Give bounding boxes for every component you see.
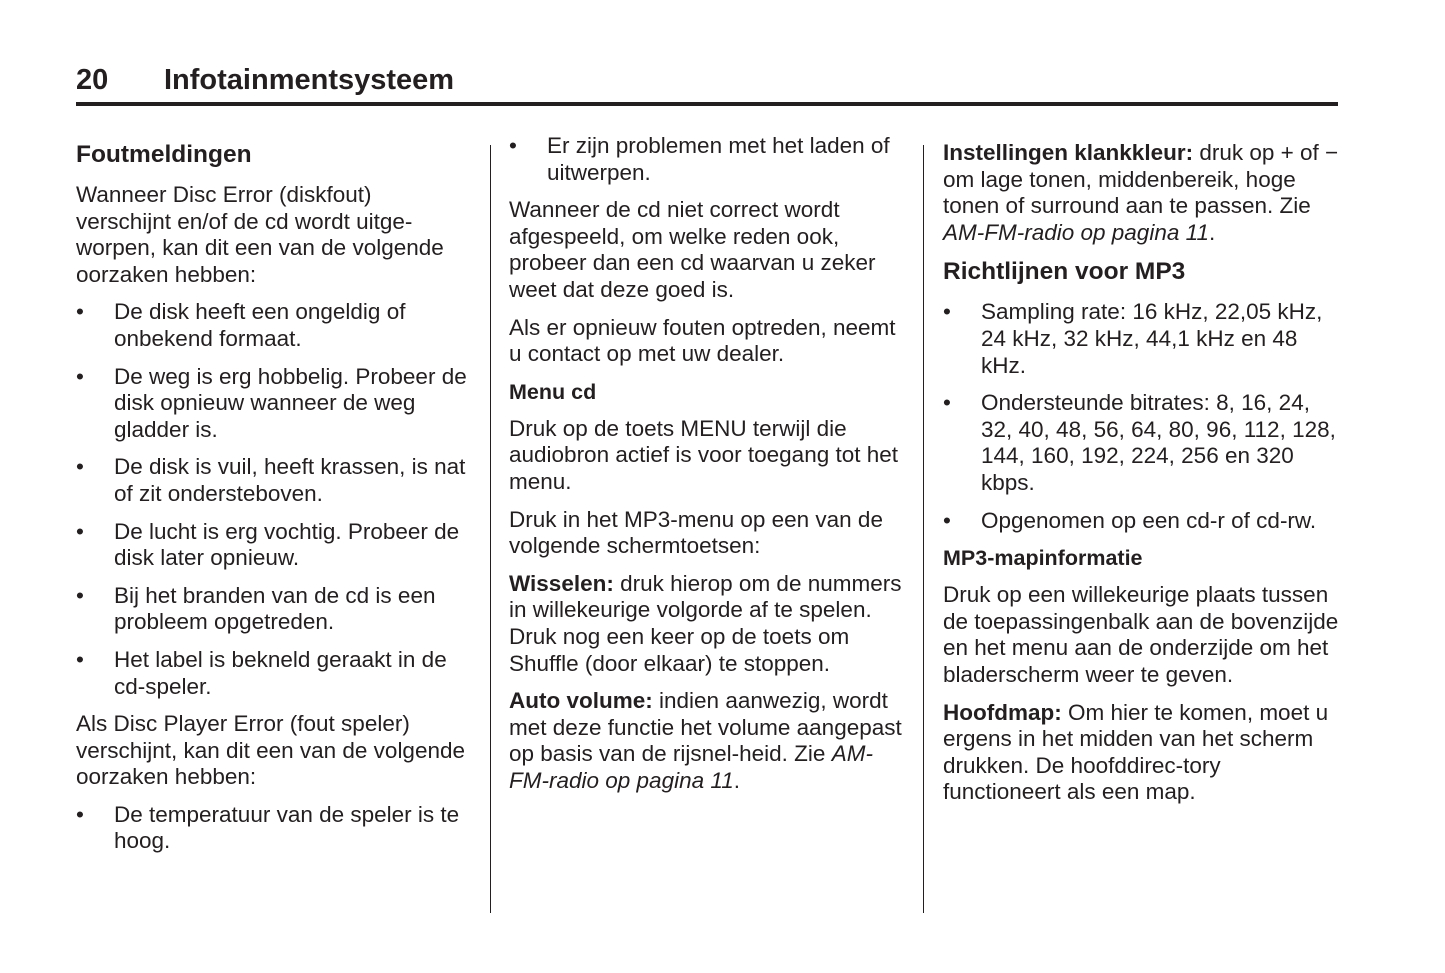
term-text: indien aanwezig, wordt met deze functie het volume aangepast op basis van de rijsnel-heid. Zie (509, 688, 902, 767)
term-label: Auto volume: (509, 688, 653, 714)
list-item: • Bij het branden van de cd is een probleem opgetreden. (76, 582, 436, 635)
list-item: • De disk heeft een ongeldig of onbekend formaat. (76, 299, 406, 351)
term-label: Instellingen klankkleur: (943, 140, 1194, 165)
list-item: • De lucht is erg vochtig. Probeer de disk later opnieuw. (76, 518, 460, 571)
bullet-list (509, 133, 909, 186)
list-item-text: Opgenomen op een cd-r of cd-rw. (981, 507, 1317, 533)
list-item-text: Bij het branden van de cd is een probleem opgetreden. (114, 582, 436, 635)
chapter-title: Infotainmentsysteem (164, 64, 455, 96)
list-item-text: De weg is erg hobbelig. Probeer de disk opnieuw wanneer de weg gladder is. (114, 363, 467, 442)
list-item-text: Sampling rate: 16 kHz, 22,05 kHz, 24 kHz, 32 kHz, 44,1 kHz en 48 kHz. (981, 299, 1323, 378)
list-item-text: De temperatuur van de speler is te hoog. (114, 801, 460, 854)
list-item: • Sampling rate: 16 kHz, 22,05 kHz, 24 kHz, 32 kHz, 44,1 kHz en 48 kHz. (943, 299, 1323, 378)
section-heading-mp3: Richtlijnen voor MP3 (943, 258, 1186, 286)
definition-tone-settings (943, 140, 1343, 246)
list-item: • De temperatuur van de speler is te hoog. (76, 801, 460, 854)
cross-reference: AM-FM-radio op pagina 11 (509, 741, 873, 793)
paragraph: Druk in het MP3-menu op een van de volgende schermtoetsen: (509, 506, 883, 559)
list-item: • Er zijn problemen met het laden of uitwerpen. (509, 133, 890, 185)
bullet-list (76, 802, 471, 855)
paragraph: Druk op een willekeurige plaats tussen de toepassingenbalk aan de bovenzijde en het menu aan de onderzijde om het bladerscherm weer te geven. (943, 582, 1339, 687)
column-2 (509, 133, 909, 805)
term-end: . (1208, 219, 1216, 245)
bullet-list (76, 299, 471, 700)
term-label: Wisselen: (509, 570, 614, 596)
column-divider (923, 145, 924, 913)
list-item: • Opgenomen op een cd-r of cd-rw. (943, 507, 1317, 533)
subheading-mp3-folder: MP3-mapinformatie (943, 546, 1143, 571)
column-1 (76, 140, 471, 866)
paragraph: Wanneer de cd niet correct wordt afgespeeld, om welke reden ook, probeer dan een cd waarvan u zeker weet dat deze goed is. (509, 197, 876, 302)
bullet-list (943, 299, 1343, 534)
column-divider (490, 145, 491, 913)
definition-auto-volume (509, 688, 909, 794)
list-item-text: De disk heeft een ongeldig of onbekend formaat. (114, 299, 406, 351)
paragraph: Als er opnieuw fouten optreden, neemt u contact op met uw dealer. (509, 314, 896, 367)
page-number: 20 (76, 64, 109, 96)
list-item: • De disk is vuil, heeft krassen, is nat of zit ondersteboven. (76, 454, 466, 506)
list-item-text: De disk is vuil, heeft krassen, is nat of zit ondersteboven. (114, 454, 466, 506)
term-text: Om hier te komen, moet u ergens in het midden van het scherm drukken. De hoofddirec-tory functioneert als een map. (943, 699, 1329, 805)
list-item: • Ondersteunde bitrates: 8, 16, 24, 32, 40, 48, 56, 64, 80, 96, 112, 128, 144, 160, 192, 224, 256 en 320 kbps. (943, 390, 1336, 495)
list-item-text: Het label is bekneld geraakt in de cd-speler. (114, 646, 447, 699)
subheading-menu-cd: Menu cd (509, 379, 597, 404)
page-header (76, 62, 1338, 106)
list-item: • De weg is erg hobbelig. Probeer de disk opnieuw wanneer de weg gladder is. (76, 363, 467, 442)
term-end: . (733, 767, 740, 793)
list-item: • Het label is bekneld geraakt in de cd-speler. (76, 646, 447, 699)
list-item-text: Ondersteunde bitrates: 8, 16, 24, 32, 40, 48, 56, 64, 80, 96, 112, 128, 144, 160, 192, 224, 256 en 320 kbps. (981, 390, 1336, 495)
section-heading-foutmeldingen: Foutmeldingen (76, 141, 252, 168)
paragraph: Wanneer Disc Error (diskfout) verschijnt en/of de cd wordt uitge-worpen, kan dit een van de volgende oorzaken hebben: (76, 182, 444, 287)
term-label: Hoofdmap: (943, 699, 1062, 725)
definition-root-folder (943, 700, 1343, 806)
definition-shuffle (509, 571, 909, 677)
column-3 (943, 140, 1343, 817)
list-item-text: Er zijn problemen met het laden of uitwerpen. (547, 133, 890, 185)
paragraph: Als Disc Player Error (fout speler) verschijnt, kan dit een van de volgende oorzaken hebben: (76, 711, 466, 790)
paragraph: Druk op de toets MENU terwijl die audiobron actief is voor toegang tot het menu. (509, 415, 899, 494)
cross-reference: AM-FM-radio op pagina 11 (943, 219, 1209, 245)
term-text: druk op + of − om lage tonen, middenbereik, hoge tonen of surround aan te passen. Zie (943, 140, 1339, 219)
term-text: druk hierop om de nummers in willekeurige volgorde af te spelen. Druk nog een keer op de toets om Shuffle (door elkaar) te stoppen. (509, 570, 902, 676)
list-item-text: De lucht is erg vochtig. Probeer de disk later opnieuw. (114, 518, 460, 571)
